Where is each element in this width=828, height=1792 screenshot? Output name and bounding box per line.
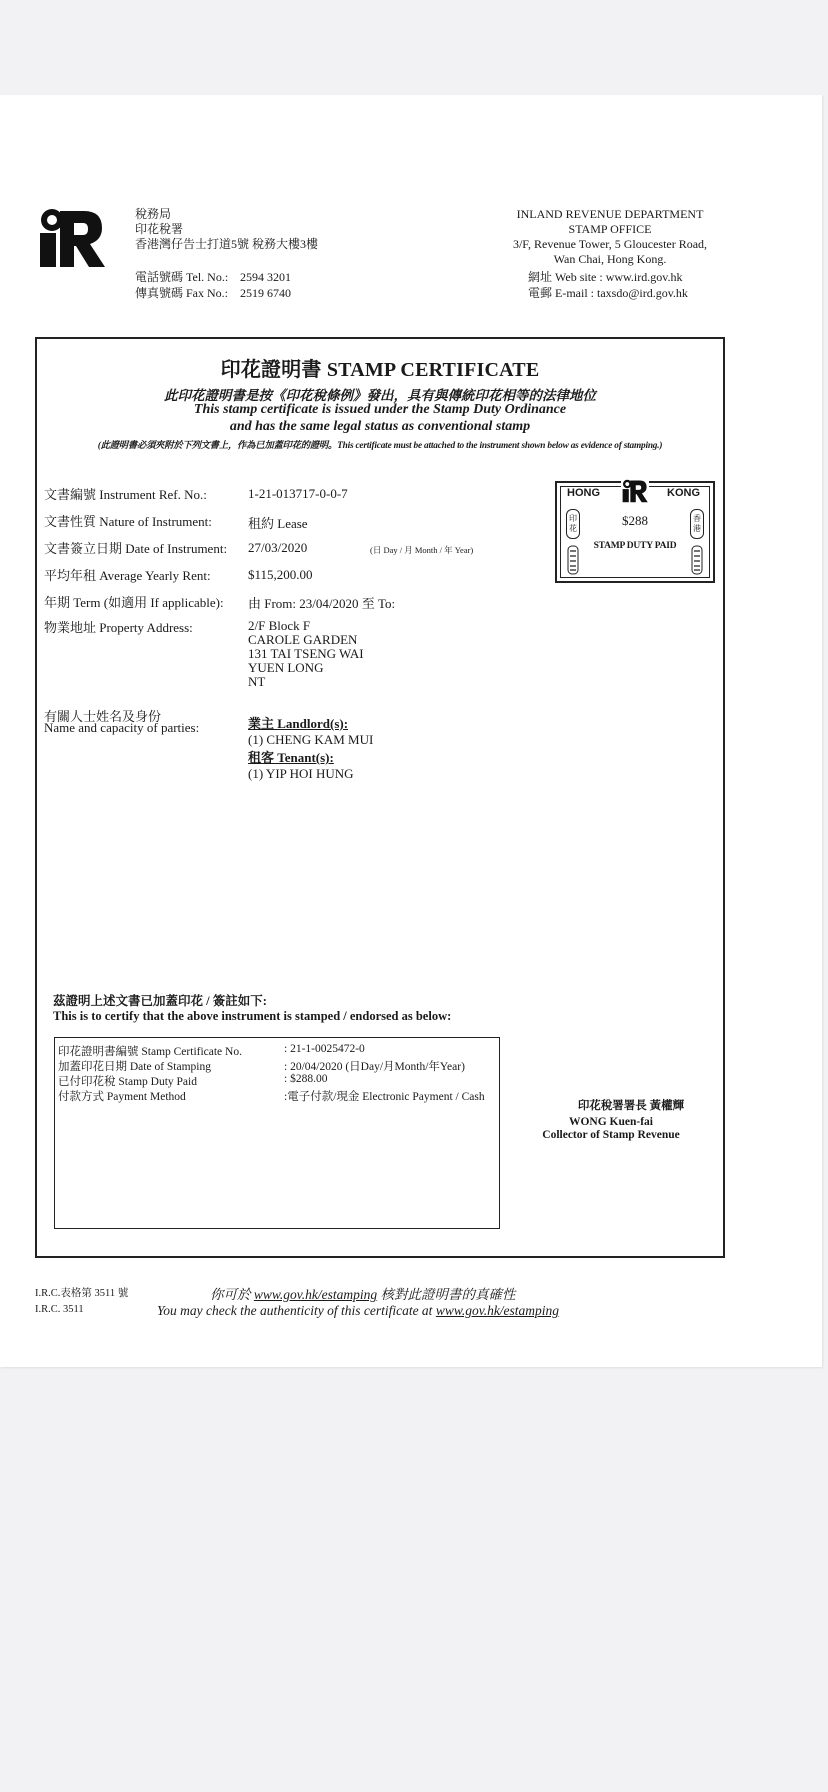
header-cn-address: 香港灣仔告士打道5號 稅務大樓3樓 bbox=[135, 237, 319, 251]
duty-paid-value: : $288.00 bbox=[284, 1073, 328, 1085]
estamping-link[interactable]: www.gov.hk/estamping bbox=[253, 1287, 378, 1302]
cert-no-label: 印花證明書編號 Stamp Certificate No. bbox=[58, 1046, 242, 1058]
tenant-heading: 租客 Tenant(s): bbox=[248, 750, 334, 765]
header-en-address-2: Wan Chai, Hong Kong. bbox=[553, 252, 667, 266]
parties-label-cn: 有關人士姓名及身份 bbox=[44, 709, 162, 724]
certify-en: This is to certify that the above instrument is stamped / endorsed as below: bbox=[53, 1009, 452, 1023]
subtitle-en-2: and has the same legal status as conventional stamp bbox=[229, 419, 531, 434]
tel-value: 2594 3201 bbox=[240, 270, 291, 284]
date-value: 27/03/2020 bbox=[248, 540, 308, 555]
form-number-en: I.R.C. 3511 bbox=[35, 1304, 84, 1315]
stamp-ornament-left-icon bbox=[567, 545, 579, 575]
nature-value: 租約 Lease bbox=[248, 516, 308, 531]
website-line: 網址 Web site : www.ird.gov.hk bbox=[528, 270, 683, 284]
ird-logo-icon bbox=[38, 207, 106, 269]
fax-value: 2519 6740 bbox=[240, 286, 291, 300]
payment-method-label: 付款方式 Payment Method bbox=[58, 1091, 186, 1103]
email-line: 電郵 E-mail : taxsdo@ird.gov.hk bbox=[528, 286, 688, 300]
subtitle-en-1: This stamp certificate is issued under the Stamp Duty Ordinance bbox=[193, 402, 567, 417]
authenticity-en-pre: You may check the authenticity of this certificate at bbox=[157, 1303, 436, 1318]
attachment-notice: (此證明書必須夾附於下列文書上，作為已加蓋印花的證明。This certificate must be attached to the instrument shown below as evidence of stamping.) bbox=[97, 441, 663, 451]
header-cn-office: 印花稅署 bbox=[135, 222, 184, 236]
stamping-details-box bbox=[54, 1037, 500, 1229]
address-line: 2/F Block F bbox=[248, 618, 311, 633]
cert-no-value: : 21-1-0025472-0 bbox=[284, 1043, 365, 1055]
certificate-title: 印花證明書 STAMP CERTIFICATE bbox=[220, 359, 540, 381]
stamp-duty-paid-stamp bbox=[555, 481, 715, 583]
signature-name: WONG Kuen-fai bbox=[568, 1116, 653, 1128]
ref-label: 文書編號 Instrument Ref. No.: bbox=[44, 487, 207, 502]
date-label: 文書簽立日期 Date of Instrument: bbox=[44, 541, 228, 556]
stamp-certificate bbox=[35, 337, 725, 1258]
certify-cn: 茲證明上述文書已加蓋印花 / 簽註如下: bbox=[53, 994, 267, 1008]
tenant-name: (1) YIP HOI HUNG bbox=[248, 766, 354, 781]
estamping-link[interactable]: www.gov.hk/estamping bbox=[435, 1303, 560, 1318]
stamping-date-value: : 20/04/2020 (日Day/月Month/年Year) bbox=[284, 1061, 465, 1073]
stamp-amount: $288 bbox=[622, 513, 648, 528]
stamp-ornament-right-icon bbox=[691, 545, 703, 575]
fax-label: 傳真號碼 Fax No.: bbox=[135, 286, 229, 300]
address-line: 131 TAI TSENG WAI bbox=[248, 646, 364, 661]
rent-label: 平均年租 Average Yearly Rent: bbox=[44, 568, 211, 583]
payment-method-value: :電子付款/現金 Electronic Payment / Cash bbox=[284, 1091, 485, 1103]
stamp-right-seal: 香港 bbox=[690, 509, 704, 539]
stamp-kong: KONG bbox=[667, 487, 700, 499]
rent-value: $115,200.00 bbox=[248, 567, 313, 582]
subtitle-cn: 此印花證明書是按《印花稅條例》發出，具有與傳統印花相等的法律地位 bbox=[164, 388, 596, 403]
ref-value: 1-21-013717-0-0-7 bbox=[248, 486, 348, 501]
form-number-cn: I.R.C.表格第 3511 號 bbox=[35, 1288, 129, 1299]
date-format-hint: (日 Day / 月 Month / 年 Year) bbox=[370, 545, 474, 555]
parties-label-en: Name and capacity of parties: bbox=[44, 720, 200, 735]
property-address bbox=[248, 619, 364, 689]
term-value: 由 From: 23/04/2020 至 To: bbox=[248, 596, 396, 611]
landlord-name: (1) CHENG KAM MUI bbox=[248, 732, 374, 747]
address-line: YUEN LONG bbox=[248, 660, 324, 675]
authenticity-en bbox=[157, 1303, 559, 1319]
header-en-dept: INLAND REVENUE DEPARTMENT bbox=[516, 207, 704, 221]
duty-paid-label: 已付印花稅 Stamp Duty Paid bbox=[58, 1076, 197, 1088]
landlord-heading: 業主 Landlord(s): bbox=[248, 716, 349, 731]
term-label: 年期 Term (如適用 If applicable): bbox=[44, 595, 224, 610]
stamp-paid-text: STAMP DUTY PAID bbox=[593, 541, 677, 551]
header-cn-dept: 稅務局 bbox=[135, 207, 172, 221]
authenticity-cn-post: 核對此證明書的真確性 bbox=[377, 1287, 516, 1302]
stamp-ird-logo-icon bbox=[621, 479, 649, 503]
document-page bbox=[0, 95, 822, 1367]
authenticity-cn bbox=[210, 1283, 516, 1303]
address-label: 物業地址 Property Address: bbox=[44, 620, 193, 635]
header-en-office: STAMP OFFICE bbox=[568, 222, 652, 236]
signature-cn: 印花稅署署長 黃權輝 bbox=[577, 1100, 685, 1112]
tel-label: 電話號碼 Tel. No.: bbox=[135, 270, 229, 284]
authenticity-cn-pre: 你可於 bbox=[210, 1287, 254, 1302]
stamping-date-label: 加蓋印花日期 Date of Stamping bbox=[58, 1061, 211, 1073]
stamp-left-seal: 印花 bbox=[566, 509, 580, 539]
nature-label: 文書性質 Nature of Instrument: bbox=[44, 514, 212, 529]
address-line: NT bbox=[248, 674, 266, 689]
header-en-address-1: 3/F, Revenue Tower, 5 Gloucester Road, bbox=[512, 237, 708, 251]
signature-title: Collector of Stamp Revenue bbox=[542, 1129, 680, 1141]
stamp-hong: HONG bbox=[567, 487, 600, 499]
address-line: CAROLE GARDEN bbox=[248, 632, 358, 647]
